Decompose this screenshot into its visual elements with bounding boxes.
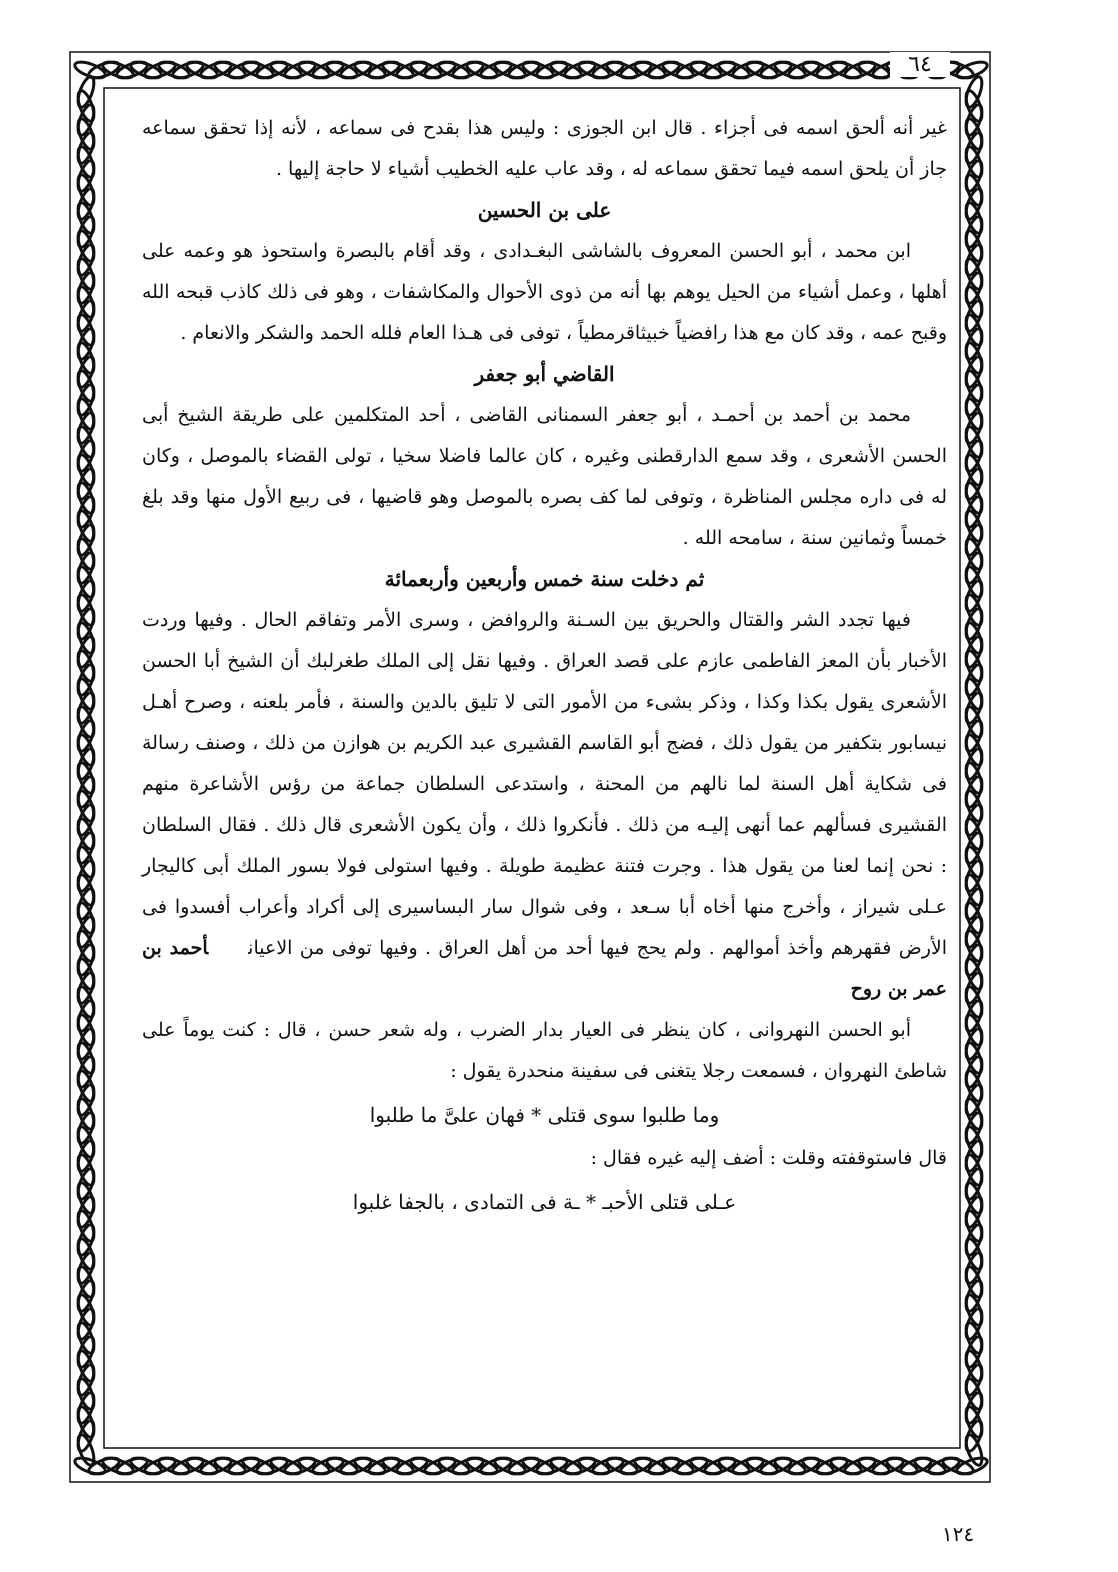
year-heading: ثم دخلت سنة خمس وأربعين وأربعمائة (384, 567, 705, 591)
paragraph: قال فاستوقفته وقلت : أضف إليه غيره فقال : (590, 1147, 947, 1169)
inline-heading: أحمد بن عمر بن روح (142, 937, 947, 1000)
page-text (142, 108, 947, 1508)
verse-line: وما طلبوا سوى قتلى * فهان علىَّ ما طلبوا (369, 1103, 720, 1127)
section-heading: على بن الحسين (477, 198, 612, 222)
paragraph: محمد بن أحمد بن أحمـد ، أبو جعفر السمنانى القاضى ، أحد المتكلمين على طريقة الشيخ أبى الحسن الأشعرى ، وقد سمع الدارقطنى وغيره ، كان عالما فاضلا سخيا ، تولى القضاء بالموصل ، وكان له فى داره مجلس المناظرة ، وتوفى لما كف بصره بالموصل وهو قاضيها ، فى ربيع الأول منها وقد بلغ خمساً وثمانين سنة ، سامحه الله . (142, 404, 947, 549)
paragraph: ابن محمد ، أبو الحسن المعروف بالشاشى البغـدادى ، وقد أقام بالبصرة واستحوذ هو وعمه على أهلها ، وعمل أشياء من الحيل يوهم بها أنه من ذوى الأحوال والمكاشفات ، وهو فى ذلك كاذب قبحه الله وقبح عمه ، وقد كان مع هذا رافضياً خبيثاقرمطياً ، توفى فى هـذا العام فلله الحمد والشكر والانعام . (142, 240, 947, 344)
paragraph: غير أنه ألحق اسمه فى أجزاء . قال ابن الجوزى : وليس هذا بقدح فى سماعه ، لأنه إذا تحقق سماعه جاز أن يلحق اسمه فيما تحقق سماعه له ، وقد عاب عليه الخطيب أشياء لا حاجة إليها . (142, 117, 947, 180)
page-number-bottom: ١٢٤ (941, 1522, 975, 1546)
paragraph: أبو الحسن النهروانى ، كان ينظر فى العيار بدار الضرب ، وله شعر حسن ، قال : كنت يوماً على شاطئ النهروان ، فسمعت رجلا يتغنى فى سفينة منحدرة يقول : (142, 1019, 947, 1082)
verse-line: عـلى قتلى الأحبـ * ـة فى التمادى ، بالجفا غلبوا (352, 1190, 737, 1214)
paragraph (142, 600, 947, 1010)
page-number-top: ٦٤ (890, 52, 950, 77)
section-heading: القاضي أبو جعفر (474, 362, 615, 386)
paragraph-text: فيها تجدد الشر والقتال والحريق بين السـنة والروافض ، وسرى الأمر وتفاقم الحال . وفيها وردت الأخبار بأن المعز الفاطمى عازم على قصد العراق . وفيها نقل إلى الملك طغرلبك أن الشيخ أبا الحسن الأشعرى يقول بكذا وكذا ، وذكر بشىء من الأمور التى لا تليق بالدين والسنة ، فأمر بلعنه ، وصرح أهـل نيسابور بتكفير من يقول ذلك ، فضج أبو القاسم القشيرى عبد الكريم بن هوازن من ذلك ، وصنف رسالة فى شكاية أهل السنة لما نالهم من المحنة ، واستدعى السلطان جماعة من رؤس الأشاعرة منهم القشيرى فسألهم عما أنهى إليـه من ذلك . فأنكروا ذلك ، وأن يكون الأشعرى قال ذلك . فقال السلطان : نحن إنما لعنا من يقول هذا . وجرت فتنة عظيمة طويلة . وفيها استولى فولا بسور الملك أبى كاليجار عـلى شيراز ، وأخرج منها أخاه أبا سـعد ، وفى شوال سار البساسيرى إلى أكراد وأعراب أفسدوا فى الأرض فقهرهم وأخذ أموالهم . ولم يحج فيها أحد من أهل العراق . وفيها توفى من الاعيان (142, 609, 947, 959)
